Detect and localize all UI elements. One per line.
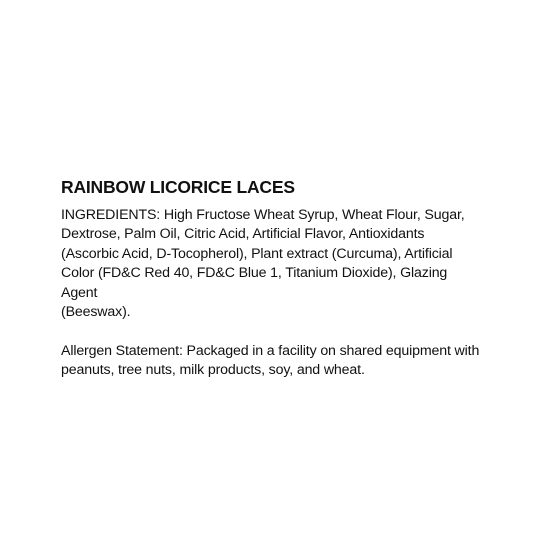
- ingredients-line: INGREDIENTS: High Fructose Wheat Syrup, Wheat Flour, Sugar,: [61, 207, 465, 223]
- product-title: RAINBOW LICORICE LACES: [61, 177, 295, 197]
- ingredients-line: Color (FD&C Red 40, FD&C Blue 1, Titanium Dioxide), Glazing Agent: [61, 265, 448, 301]
- allergen-statement: [61, 342, 481, 381]
- ingredients-line: (Ascorbic Acid, D-Tocopherol), Plant extract (Curcuma), Artificial: [61, 245, 453, 262]
- label-text-block: [61, 176, 481, 381]
- allergen-line: Allergen Statement: Packaged in a facility on shared equipment with: [61, 342, 480, 359]
- ingredients-line: Dextrose, Palm Oil, Citric Acid, Artificial Flavor, Antioxidants: [61, 226, 425, 243]
- allergen-line: peanuts, tree nuts, milk products, soy, and wheat.: [61, 362, 365, 379]
- ingredients-line: (Beeswax).: [61, 304, 131, 321]
- ingredients-paragraph: [61, 206, 481, 322]
